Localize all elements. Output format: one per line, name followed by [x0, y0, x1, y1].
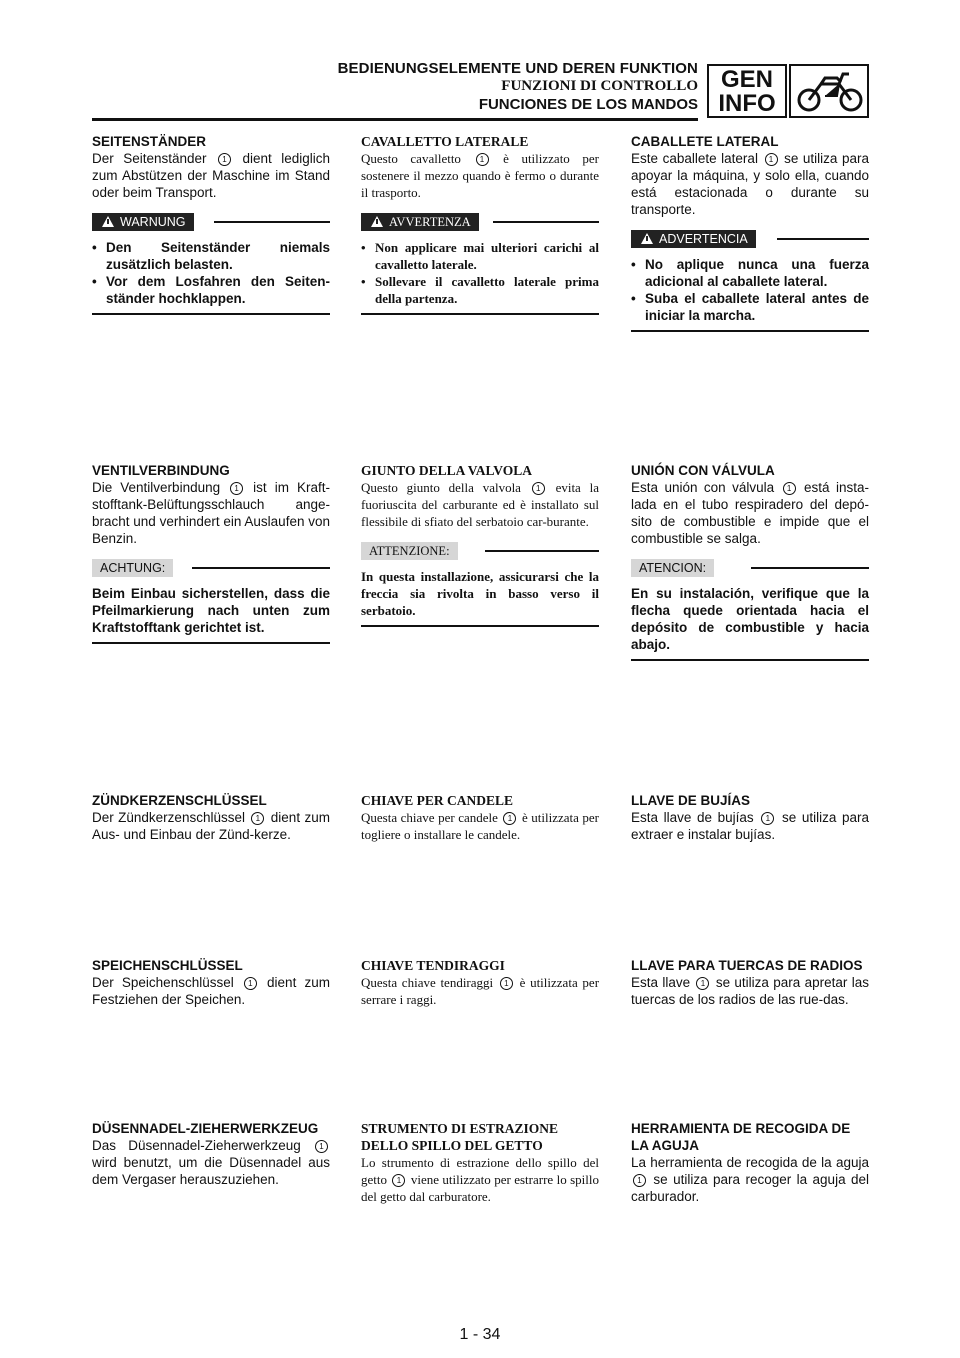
section-title: DÜSENNADEL-ZIEHERWERKZEUG — [92, 1121, 319, 1136]
callout-1-icon: 1 — [503, 812, 516, 825]
section-spoke-de — [92, 957, 330, 1008]
section-body: Die Ventilverbindung 1 ist im Kraft-stofftank-Belüftungsschlauch ange-bracht und verhindert ein Auslaufen von Benzin. — [92, 480, 330, 546]
section-end-rule — [361, 625, 599, 627]
caution-header — [361, 542, 599, 564]
warning-rule — [777, 238, 869, 240]
warning-triangle-icon — [102, 216, 114, 227]
warning-rule — [214, 221, 330, 223]
list-item: • No aplique nunca una fuerza adicional al caballete lateral. — [631, 256, 869, 290]
callout-1-icon: 1 — [532, 482, 545, 495]
caution-header — [92, 559, 330, 581]
list-item: • Suba el caballete lateral antes de iniciar la marcha. — [631, 290, 869, 324]
callout-1-icon: 1 — [251, 812, 264, 825]
caution-text: In questa installazione, assicurarsi che la freccia sia rivolta in basso verso il serbatoio. — [361, 569, 599, 618]
callout-1-icon: 1 — [500, 977, 513, 990]
warning-label: WARNUNG — [92, 213, 194, 231]
section-end-rule — [361, 313, 599, 315]
callout-1-icon: 1 — [244, 977, 257, 990]
caution-text: Beim Einbau sicherstellen, dass die Pfeilmarkierung nach unten zum Kraftstofftank gerichtet ist. — [92, 586, 330, 635]
section-body: Der Zündkerzenschlüssel 1 dient zum Aus- und Einbau der Zünd-kerze. — [92, 810, 330, 842]
warning-triangle-icon — [641, 233, 653, 244]
motorcycle-icon — [795, 70, 865, 114]
section-title: STRUMENTO DI ESTRAZIONE DELLO SPILLO DEL GETTO — [361, 1121, 559, 1153]
section-spoke-it — [361, 957, 599, 1008]
motorcycle-badge — [789, 64, 869, 118]
section-body: Das Düsennadel-Zieherwerkzeug 1 wird benutzt, um die Düsennadel aus dem Vergaser herauszuziehen. — [92, 1138, 330, 1187]
callout-1-icon: 1 — [315, 1140, 328, 1153]
section-plug-es — [631, 792, 869, 843]
section-end-rule — [631, 330, 869, 332]
page-number: 1 - 34 — [459, 1326, 501, 1343]
caution-label: ATTENZIONE: — [361, 542, 458, 560]
caution-header — [631, 559, 869, 581]
section-title: UNIÓN CON VÁLVULA — [631, 463, 775, 478]
gen-info-badge — [707, 64, 787, 118]
section-needle-de — [92, 1120, 330, 1188]
callout-1-icon: 1 — [218, 153, 231, 166]
list-item: • Non applicare mai ulteriori carichi al cavalletto laterale. — [361, 239, 599, 273]
header-rule — [92, 118, 698, 121]
caution-label: ATENCION: — [631, 559, 714, 577]
section-title: ZÜNDKERZENSCHLÜSSEL — [92, 793, 267, 808]
section-plug-it — [361, 792, 599, 843]
section-body: Der Speichenschlüssel 1 dient zum Festziehen der Speichen. — [92, 975, 330, 1007]
section-body: Der Seitenständer 1 dient lediglich zum Abstützen der Maschine im Stand oder beim Transport. — [92, 151, 330, 200]
warning-label: ADVERTENCIA — [631, 230, 756, 248]
section-spoke-es — [631, 957, 869, 1008]
section-body: Questa chiave per candele 1 è utilizzata per togliere o installare le candele. — [361, 810, 600, 842]
callout-1-icon: 1 — [783, 482, 796, 495]
section-title: SPEICHENSCHLÜSSEL — [92, 958, 243, 973]
warning-list — [361, 239, 599, 307]
list-item: • Vor dem Losfahren den Seiten-ständer hochklappen. — [92, 273, 330, 307]
caution-rule — [751, 567, 869, 569]
section-body: Lo strumento di estrazione dello spillo del getto 1 viene utilizzato per estrarre lo spillo del getto dal carburatore. — [361, 1155, 600, 1204]
section-title: CAVALLETTO LATERALE — [361, 134, 529, 149]
section-end-rule — [92, 313, 330, 315]
callout-1-icon: 1 — [765, 153, 778, 166]
warning-rule — [493, 221, 599, 223]
section-body: La herramienta de recogida de la aguja 1 se utiliza para recoger la aguja del carburador. — [631, 1155, 869, 1204]
section-stand-it — [361, 133, 599, 315]
caution-rule — [192, 567, 330, 569]
section-body: Esta llave 1 se utiliza para apretar las tuercas de los radios de las rue-das. — [631, 975, 869, 1007]
section-title: VENTILVERBINDUNG — [92, 463, 230, 478]
section-needle-es — [631, 1120, 869, 1205]
section-plug-de — [92, 792, 330, 843]
callout-1-icon: 1 — [633, 1174, 646, 1187]
warning-header — [361, 213, 599, 235]
header-title-it: FUNZIONI DI CONTROLLO — [501, 78, 698, 94]
callout-1-icon: 1 — [761, 812, 774, 825]
warning-triangle-icon — [371, 216, 383, 227]
header-title-es: FUNCIONES DE LOS MANDOS — [478, 96, 698, 113]
section-valve-it — [361, 462, 599, 627]
list-item: • Sollevare il cavalletto laterale prima della partenza. — [361, 273, 599, 307]
badge-line-2: INFO — [718, 90, 776, 117]
section-title: LLAVE DE BUJÍAS — [631, 793, 751, 808]
callout-1-icon: 1 — [230, 482, 243, 495]
caution-label: ACHTUNG: — [92, 559, 173, 577]
warning-header — [631, 230, 869, 252]
section-valve-de — [92, 462, 330, 644]
badge-line-1: GEN — [720, 66, 773, 93]
warning-list — [92, 239, 330, 307]
section-body: Questa chiave tendiraggi 1 è utilizzata per serrare i raggi. — [361, 975, 600, 1007]
header-title-de: BEDIENUNGSELEMENTE UND DEREN FUNKTION — [337, 60, 698, 77]
section-body: Esta llave de bujías 1 se utiliza para extraer e instalar bujías. — [631, 810, 869, 842]
section-title: CHIAVE TENDIRAGGI — [361, 958, 505, 973]
section-title: LLAVE PARA TUERCAS DE RADIOS — [631, 958, 863, 973]
section-end-rule — [631, 659, 869, 661]
warning-label: AVVERTENZA — [361, 213, 479, 231]
section-body: Questo giunto della valvola 1 evita la fuoriuscita del carburante ed è installato sul flessibile di sfiato del serbatoio car-burante. — [361, 480, 599, 529]
section-end-rule — [92, 642, 330, 644]
caution-rule — [485, 550, 599, 552]
section-valve-es — [631, 462, 869, 661]
section-title: SEITENSTÄNDER — [92, 134, 207, 149]
section-title: HERRAMIENTA DE RECOGIDA DE LA AGUJA — [631, 1121, 851, 1153]
warning-header — [92, 213, 330, 235]
callout-1-icon: 1 — [696, 977, 709, 990]
section-body: Este caballete lateral 1 se utiliza para apoyar la máquina, y solo ella, cuando está estacionada o durante su transporte. — [631, 151, 869, 217]
section-stand-es — [631, 133, 869, 332]
list-item: • Den Seitenständer niemals zusätzlich belasten. — [92, 239, 330, 273]
section-needle-it — [361, 1120, 599, 1205]
callout-1-icon: 1 — [392, 1174, 405, 1187]
section-body: Questo cavalletto 1 è utilizzato per sostenere il mezzo quando è fermo o durante il trasporto. — [361, 151, 599, 200]
section-body: Esta unión con válvula 1 está insta-lada en el tubo respiradero del depó-sito de combustible e impide que el combustible se salga. — [631, 480, 869, 546]
section-title: CABALLETE LATERAL — [631, 134, 779, 149]
section-stand-de — [92, 133, 330, 315]
warning-list — [631, 256, 869, 324]
section-title: CHIAVE PER CANDELE — [361, 793, 514, 808]
callout-1-icon: 1 — [476, 153, 489, 166]
section-title: GIUNTO DELLA VALVOLA — [361, 463, 533, 478]
caution-text: En su instalación, verifique que la flecha quede orientada hacia el depósito de combustible y hacia abajo. — [631, 586, 869, 652]
